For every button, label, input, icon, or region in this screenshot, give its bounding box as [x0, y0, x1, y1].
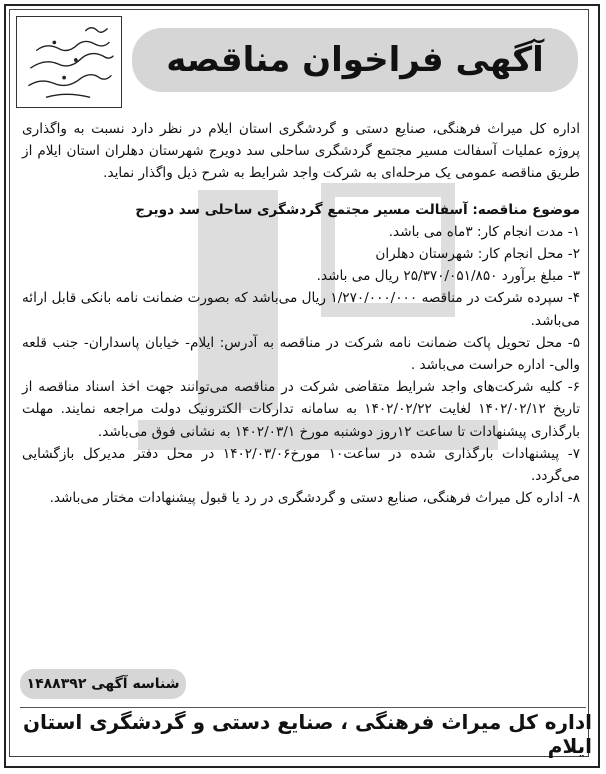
list-item: ۷- پیشنهادات بارگذاری شده در ساعت۱۰ مورخ۱۴۰۲/۰۳/۰۶ در محل دفتر مدیرکل بازگشایی می‌گردد. [22, 445, 581, 485]
ad-code-badge: شناسه آگهی ۱۴۸۸۳۹۲ [20, 669, 186, 699]
footer-divider [20, 707, 586, 708]
list-item: ۶- کلیه شرکت‌های واجد شرایط متقاضی شرکت در مناقصه می‌توانند جهت اخذ اسناد مناقصه از تاریخ ۱۴۰۲/۰۲/۱۲ لغایت ۱۴۰۲/۰۲/۲۲ به سامانه تدارکات الکترونیک دولت مراجعه نمایند. مهلت بارگذاری پیشنهادات تا ساعت ۱۲روز دوشنبه مورخ ۱۴۰۲/۰۳/۱ به نشانی فوق می‌باشد. [22, 379, 581, 440]
issuer-footer: اداره کل میراث فرهنگی ، صنایع دستی و گردشگری استان ایلام [22, 710, 592, 758]
calligraphy-logo-icon [17, 17, 121, 107]
notice-body [22, 118, 580, 509]
list-item: ۴- سپرده شرکت در مناقصه ۱/۲۷۰/۰۰۰/۰۰۰ ریال می‌باشد که بصورت ضمانت نامه بانکی قابل ارائه می‌باشد. [22, 290, 580, 329]
intro-paragraph: اداره کل میراث فرهنگی، صنایع دستی و گردشگری استان ایلام در نظر دارد نسبت به واگذاری پروژه عملیات آسفالت مسیر مجتمع گردشگری ساحلی سد دویرج شهرستان دهلران استان ایلام از طریق مناقصه عمومی یک مرحله‌ای به شرکت واجد شرایط به شرح ذیل واگذار نماید. [22, 121, 580, 182]
list-item: ۸- اداره کل میراث فرهنگی، صنایع دستی و گردشگری در رد یا قبول پیشنهادات مختار می‌باشد. [49, 490, 580, 507]
list-item: ۱- مدت انجام کار: ۳ماه می باشد. [388, 223, 580, 240]
tender-subject: موضوع مناقصه: آسفالت مسیر مجتمع گردشگری ساحلی سد دویرج [135, 201, 580, 218]
page-title: آگهی فراخوان مناقصه [166, 40, 544, 80]
list-item: ۲- محل انجام کار: شهرستان دهلران [375, 246, 580, 263]
title-banner [132, 28, 578, 92]
ministry-logo [16, 16, 122, 108]
list-item: ۵- محل تحویل پاکت ضمانت نامه شرکت در مناقصه به آدرس: ایلام- خیابان پاسداران- جنب قلعه والی- اداره حراست می‌باشد . [22, 334, 580, 374]
list-item: ۳- مبلغ برآورد ۲۵/۳۷۰/۰۵۱/۸۵۰ ریال می باشد. [316, 268, 580, 285]
header [14, 14, 588, 112]
